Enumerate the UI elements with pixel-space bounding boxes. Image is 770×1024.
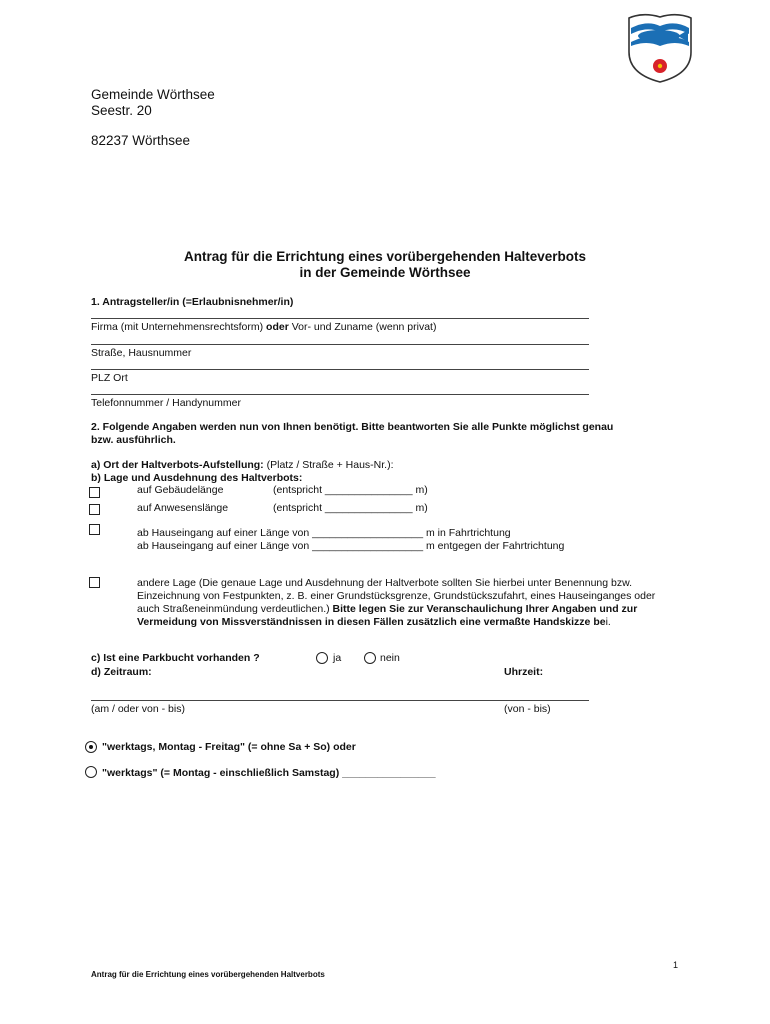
checkbox-entrance-length[interactable]: [89, 524, 100, 535]
plz-input-line[interactable]: [91, 369, 589, 370]
entrance-length-opposite-direction: ab Hauseingang auf einer Länge von ___________________ m entgegen der Fahrtrichtung: [137, 540, 565, 552]
footer-text: Antrag für die Errichtung eines vorübergehenden Haltverbots: [91, 970, 325, 979]
time-hint: (von - bis): [504, 703, 551, 715]
period-label: d) Zeitraum:: [91, 666, 152, 678]
firm-label: Firma (mit Unternehmensrechtsform) oder Vor- und Zuname (wenn privat): [91, 321, 437, 333]
page-number: 1: [673, 960, 679, 970]
coat-of-arms-logo: [621, 12, 699, 84]
entrance-length-driving-direction: ab Hauseingang auf einer Länge von ___________________ m in Fahrtrichtung: [137, 527, 511, 539]
weekdays-mon-fri-label: "werktags, Montag - Freitag" (= ohne Sa + So) oder: [102, 741, 356, 753]
street-label: Straße, Hausnummer: [91, 347, 192, 359]
time-label: Uhrzeit:: [504, 666, 544, 678]
form-title-line-2: in der Gemeinde Wörthsee: [299, 265, 471, 280]
property-length-value: (entspricht _______________ m): [273, 502, 428, 514]
address-line-1: Gemeinde Wörthsee: [91, 87, 215, 102]
plz-label: PLZ Ort: [91, 372, 128, 384]
weekdays-mon-sat-label: "werktags" (= Montag - einschließlich Samstag) ________________: [102, 767, 436, 779]
phone-input-line[interactable]: [91, 394, 589, 395]
extent-question: b) Lage und Ausdehnung des Haltverbots:: [91, 472, 303, 484]
address-line-3: 82237 Wörthsee: [91, 133, 191, 148]
parking-yes-label: ja: [333, 652, 342, 664]
period-hint: (am / oder von - bis): [91, 703, 185, 715]
building-length-value: (entspricht _______________ m): [273, 484, 428, 496]
section2-heading-line-1: 2. Folgende Angaben werden nun von Ihnen benötigt. Bitte beantworten Sie alle Punkte möglichst genau: [91, 421, 614, 433]
form-title-line-1: Antrag für die Errichtung eines vorübergehenden Halteverbots: [183, 249, 587, 264]
checkbox-other-location[interactable]: [89, 577, 100, 588]
radio-parking-yes[interactable]: [316, 652, 328, 664]
street-input-line[interactable]: [91, 344, 589, 345]
location-question: a) Ort der Haltverbots-Aufstellung: (Platz / Straße + Haus-Nr.):: [91, 459, 394, 471]
checkbox-building-length[interactable]: [89, 487, 100, 498]
radio-weekdays-mon-fri[interactable]: [85, 741, 97, 753]
radio-parking-no[interactable]: [364, 652, 376, 664]
section2-heading-line-2: bzw. ausführlich.: [91, 434, 176, 446]
building-length-label: auf Gebäudelänge: [137, 484, 224, 496]
parking-bay-question: c) Ist eine Parkbucht vorhanden ?: [91, 652, 260, 664]
period-input-line[interactable]: [91, 700, 589, 701]
property-length-label: auf Anwesenslänge: [137, 502, 229, 514]
address-line-2: Seestr. 20: [91, 103, 152, 118]
radio-weekdays-mon-sat[interactable]: [85, 766, 97, 778]
phone-label: Telefonnummer / Handynummer: [91, 397, 241, 409]
checkbox-property-length[interactable]: [89, 504, 100, 515]
firm-input-line[interactable]: [91, 318, 589, 319]
section1-heading: 1. Antragsteller/in (=Erlaubnisnehmer/in): [91, 296, 294, 308]
parking-no-label: nein: [380, 652, 400, 664]
other-location-text: andere Lage (Die genaue Lage und Ausdehnung der Haltverbote sollten Sie hierbei unter Benennung bzw. Einzeichnung von Festpunkten, z. B. einer Grundstücksgrenze, Grundstückszufahrt, eines Hauseinganges oder auch Straßeneinmündung verdeutlichen.) Bitte legen Sie zur Veranschaulichung Ihrer Angaben und zur Vermeidung von Missverständnissen in diesen Fällen zusätzlich eine vermaßte Handskizze bei.: [137, 577, 656, 628]
